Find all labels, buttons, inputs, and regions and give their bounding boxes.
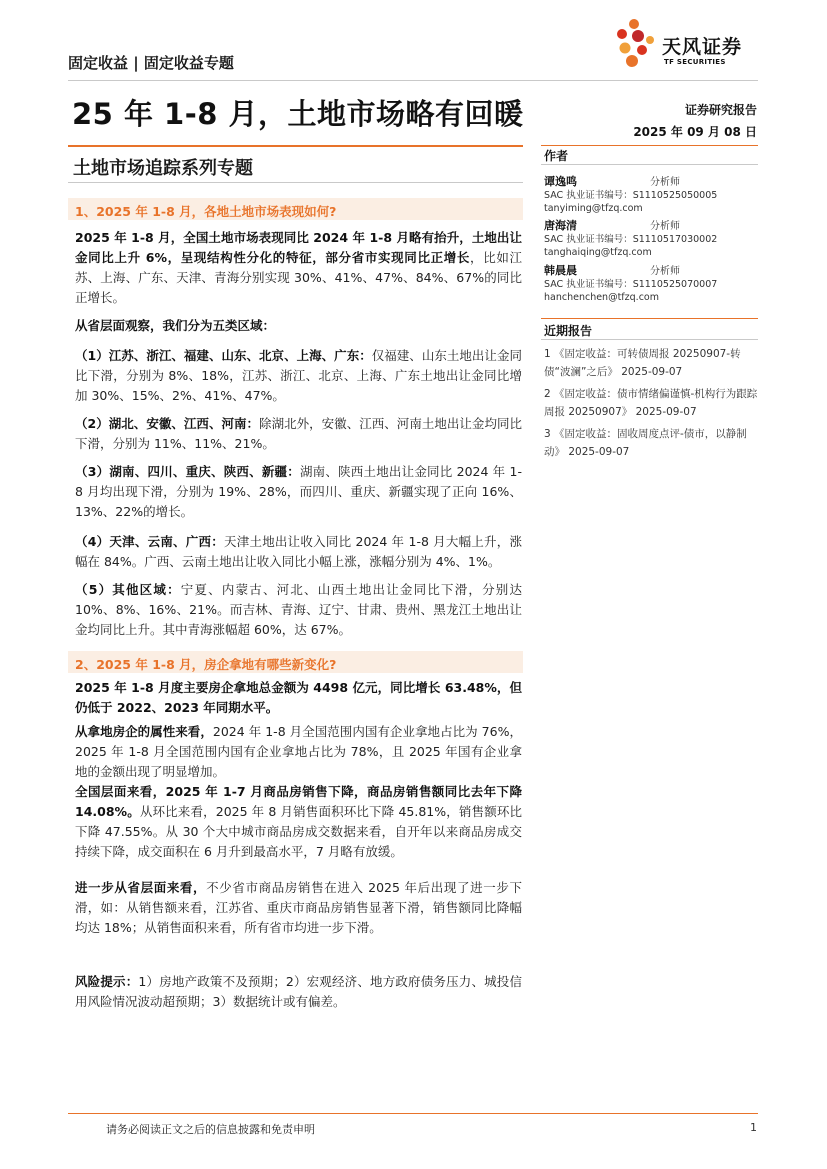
- bold-text: 2025 年 1-8 月度主要房企拿地总金额为 4498 亿元，同比增长 63.48%，但仍低于 2022、2023 年同期水平。: [75, 680, 522, 715]
- body-text: 仅福建、山东土地出让金同比下滑，分别为 8%、18%，江苏、浙江、北京、上海、广东土地出让金同比增加 30%、15%、2%、41%、47%。: [75, 348, 522, 403]
- body-text: 湖南、陕西土地出让金同比 2024 年 1-8 月均出现下滑，分别为 19%、28%，而四川、重庆、新疆实现了正向 16%、13%、22%的增长。: [75, 464, 523, 519]
- paragraph: [75, 722, 522, 782]
- paragraph: [75, 782, 522, 862]
- section-heading: 2、2025 年 1-8 月，房企拿地有哪些新变化?: [75, 657, 337, 672]
- recent-report-item[interactable]: 2 《固定收益：债市情绪偏谨慎-机构行为跟踪周报 20250907》 2025-09-07: [544, 388, 758, 418]
- report-type: 证券研究报告: [684, 103, 757, 117]
- risk-note: [75, 972, 522, 1012]
- bold-text: 2025 年 1-8 月，全国土地市场表现同比 2024 年 1-8 月略有抬升，土地出让金同比上升 6%，呈现结构性分化的特征，部分省市实现同比正增长: [75, 230, 522, 265]
- bold-text: 全国层面来看，2025 年 1-7 月商品房销售下降，商品房销售额同比去年下降 14.08%。: [75, 784, 522, 819]
- analyst-role: 分析师: [650, 221, 680, 232]
- analyst-card: [544, 170, 758, 215]
- bold-text: （1）江苏、浙江、福建、山东、北京、上海、广东：: [75, 348, 372, 363]
- subtitle-divider: [68, 182, 523, 183]
- bold-text: 从拿地房企的属性来看，: [75, 724, 213, 739]
- page-subtitle: 土地市场追踪系列专题: [73, 158, 253, 179]
- analyst-name: 谭逸鸣: [544, 175, 577, 188]
- analyst-card: [544, 259, 758, 304]
- analyst-name: 唐海清: [544, 219, 577, 232]
- analyst-card: [544, 214, 758, 259]
- analyst-cert: SAC 执业证书编号：S1110525070007: [544, 279, 718, 290]
- bold-text: 从省层面观察，我们分为五类区域：: [75, 318, 276, 333]
- logo-mark-icon: [612, 18, 658, 70]
- analyst-role: 分析师: [650, 177, 680, 188]
- analyst-cert: SAC 执业证书编号：S1110525050005: [544, 190, 718, 201]
- analyst-email[interactable]: tanghaiqing@tfzq.com: [544, 247, 652, 258]
- title-divider: [68, 145, 523, 147]
- bold-text: （2）湖北、安徽、江西、河南：: [75, 416, 260, 431]
- paragraph: [75, 580, 522, 640]
- analyst-email[interactable]: tanyiming@tfzq.com: [544, 203, 643, 214]
- bold-text: （3）湖南、四川、重庆、陕西、新疆：: [75, 464, 300, 479]
- body-text: 天津土地出让收入同比 2024 年 1-8 月大幅上升，涨幅在 84%。广西、云南土地出让收入同比小幅上涨，涨幅分别为 4%、1%。: [75, 534, 523, 569]
- paragraph: [75, 316, 522, 336]
- bold-text: 进一步从省层面来看，: [75, 880, 207, 895]
- analyst-name: 韩晨晨: [544, 264, 577, 277]
- paragraph: [75, 878, 522, 938]
- paragraph: [75, 532, 522, 572]
- paragraph: [75, 346, 522, 406]
- bold-text: （5）其他区域：: [75, 582, 181, 597]
- body-text: ，比如江苏、上海、广东、天津、青海分别实现 30%、41%、47%、84%、67%的同比正增长。: [75, 250, 522, 305]
- body-text: 1）房地产政策不及预期；2）宏观经济、地方政府债务压力、城投信用风险情况波动超预期；3）数据统计或有偏差。: [75, 974, 522, 1009]
- section-heading: 1、2025 年 1-8 月，各地土地市场表现如何?: [75, 204, 337, 219]
- footer-divider: [68, 1113, 758, 1114]
- report-category: 固定收益 | 固定收益专题: [68, 54, 234, 72]
- sidebar-divider: [541, 145, 758, 146]
- sidebar-divider: [541, 164, 758, 165]
- body-text: 2024 年 1-8 月全国范围内国有企业拿地占比为 76%，2025 年 1-8 月全国范围内国有企业拿地占比为 78%，且 2025 年国有企业拿地的金额出现了明显增加。: [75, 724, 522, 779]
- page-number: 1: [750, 1121, 757, 1134]
- body-text: 除湖北外，安徽、江西、河南土地出让金均同比下滑，分别为 11%、11%、21%。: [75, 416, 522, 451]
- sidebar-divider: [541, 318, 758, 319]
- body-text: 不少省市商品房销售在进入 2025 年后出现了进一步下滑，如：从销售额来看，江苏省、重庆市商品房销售显著下滑，销售额同比降幅均达 18%；从销售面积来看，所有省市均进一步下滑。: [75, 880, 522, 935]
- brand-logo: [612, 18, 762, 74]
- paragraph: [75, 678, 522, 718]
- analyst-cert: SAC 执业证书编号：S1110517030002: [544, 234, 718, 245]
- recent-reports-list: [544, 345, 758, 465]
- paragraph: [75, 228, 522, 308]
- recent-report-item[interactable]: 1 《固定收益：可转债周报 20250907-转债“波澜”之后》 2025-09-07: [544, 348, 741, 378]
- paragraph: [75, 462, 522, 522]
- recent-heading: 近期报告: [544, 324, 593, 338]
- analyst-email[interactable]: hanchenchen@tfzq.com: [544, 292, 659, 303]
- authors-heading: 作者: [544, 149, 569, 163]
- brand-sub: TF SECURITIES: [664, 58, 726, 66]
- page-title: 25 年 1-8 月，土地市场略有回暖: [72, 97, 524, 131]
- sidebar-divider: [541, 339, 758, 340]
- paragraph: [75, 414, 522, 454]
- brand-name: 天风证券: [662, 36, 743, 58]
- report-date: 2025 年 09 月 08 日: [633, 125, 757, 139]
- bold-text: （4）天津、云南、广西：: [75, 534, 224, 549]
- footer-disclaimer: 请务必阅读正文之后的信息披露和免责申明: [106, 1123, 315, 1136]
- bold-text: 风险提示：: [75, 974, 139, 989]
- recent-report-item[interactable]: 3 《固定收益：固收周度点评-债市，以静制动》 2025-09-07: [544, 428, 747, 458]
- body-text: 宁夏、内蒙古、河北、山西土地出让金同比下滑，分别达 10%、8%、16%、21%。而吉林、青海、辽宁、甘肃、贵州、黑龙江土地出让金均同比上升。其中青海涨幅超 60%，达 67%。: [75, 582, 522, 637]
- analyst-role: 分析师: [650, 266, 680, 277]
- header-divider: [68, 80, 758, 81]
- body-text: 从环比来看，2025 年 8 月销售面积环比下降 45.81%，销售额环比下降 47.55%。从 30 个大中城市商品房成交数据来看，自开年以来商品房成交持续下降，成交面积在 6 月升到最高水平，7 月略有放缓。: [75, 804, 522, 859]
